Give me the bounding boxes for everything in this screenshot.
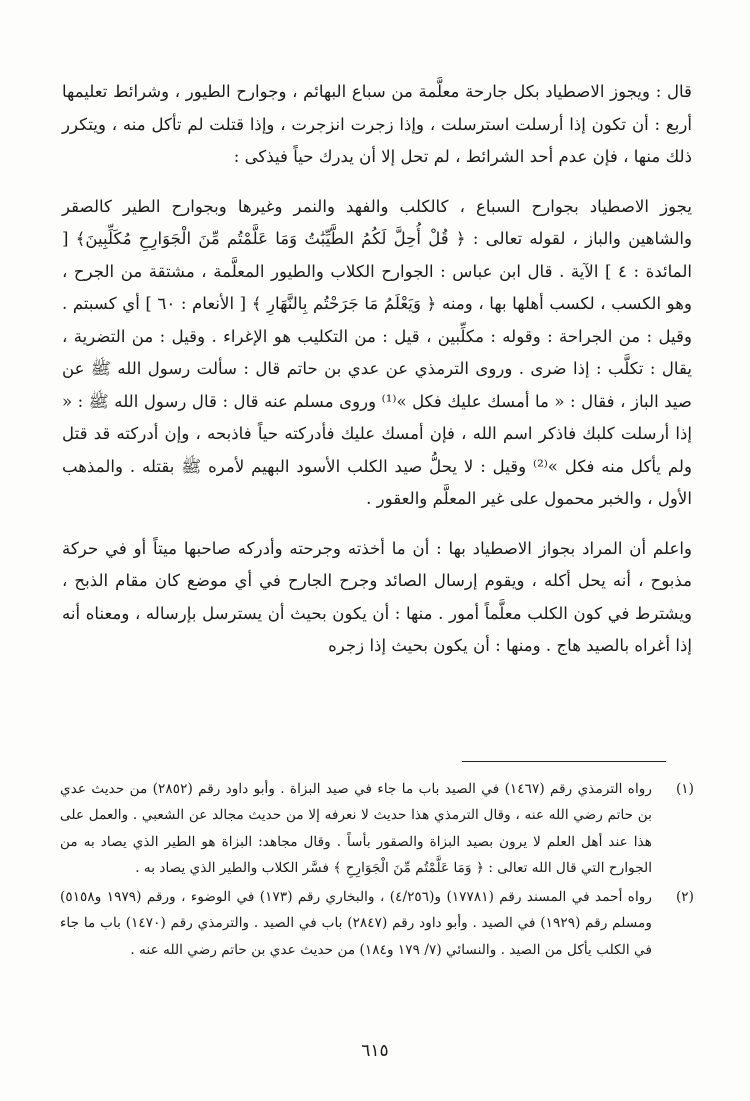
- footnote-divider: [462, 761, 666, 762]
- page-number: ٦١٥: [361, 1041, 389, 1061]
- footnote-text: رواه أحمد في المسند رقم (١٧٧٨١) و(٤/٢٥٦) ، والبخاري رقم (١٧٣) في الوضوء ، ورقم (١٩٧٩ و٥١٥٨) ومسلم رقم (١٩٢٩) في الصيد . وأبو داود رقم (٢٨٤٧) باب في الصيد . والترمذي رقم (١٤٧٠) باب ما جاء في الكلب يأكل من الصيد . والنسائي (٧/ ١٧٩ و١٨٤) من حديث عدي بن حاتم رضي الله عنه .: [60, 889, 652, 958]
- footnote-2: [60, 884, 694, 963]
- footnotes: [60, 776, 694, 963]
- main-text: [62, 76, 692, 663]
- paragraph-commentary-2: واعلم أن المراد بجواز الاصطياد بها : أن ما أخذته وجرحته وأدركه صاحبها ميتاً أو في حركة مذبوح ، أنه يحل أكله ، ويقوم إرسال الصائد وجرح الجارح في أي موضع كان مقام الذبح ، ويشترط في كون الكلب معلَّماً أمور . منها : أن يكون بحيث أن يسترسل بإرساله ، ومعناه أنه إذا أغراه بالصيد هاج . ومنها : أن يكون بحيث إذا زجره: [62, 538, 692, 655]
- paragraph-gap: [62, 174, 692, 191]
- footnote-number: (٢): [675, 889, 694, 906]
- footnote-text: رواه الترمذي رقم (١٤٦٧) في الصيد باب ما جاء في صيد البزاة . وأبو داود رقم (٢٨٥٢) من حديث عدي بن حاتم رضي الله عنه ، وقال الترمذي هذا حديث لا نعرفه إلا من حديث مجالد عن الشعبي . والعمل على هذا عند أهل العلم لا يرون بصيد البزاة والصقور بأساً . وقال مجاهد: البزاة هو الطير الذي يصاد به من الجوارح التي قال الله تعالى : ﴿ وَمَا عَلَّمْتُم مِّنَ الْجَوَارِحِ ﴾ فسَّر الكلاب والطير الذي يصاد به .: [60, 781, 652, 876]
- footnote-number: (١): [675, 781, 694, 797]
- paragraph-commentary-1: يجوز الاصطياد بجوارح السباع ، كالكلب والفهد والنمر وغيرها وبجوارح الطير كالصقر والشاهين والباز ، لقوله تعالى : ﴿ قُلْ أُحِلَّ لَكُمُ الطَّيِّبَٰتُ وَمَا عَلَّمْتُم مِّنَ الْجَوَارِحِ مُكَلِّبِينَ﴾ [ المائدة : ٤ ] الآية . قال ابن عباس : الجوارح الكلاب والطيور المعلَّمة ، مشتقة من الجرح ، وهو الكسب ، لكسب أهلها بها ، ومنه ﴿ وَيَعْلَمُ مَا جَرَحْتُم بِالنَّهَارِ ﴾ [ الأنعام : ٦٠ ] أي كسبتم . وقيل : من الجراحة : وقوله : مكلِّبين ، قيل : من التكليب هو الإغراء . وقيل : من التضرية ، يقال : تكلَّب : إذا ضرى . وروى الترمذي عن عدي بن حاتم قال : سألت رسول الله ﷺ عن صيد الباز ، فقال : « ما أمسك عليك فكل »⁽¹⁾ وروى مسلم عنه قال : قال رسول الله ﷺ : « إذا أرسلت كلبك فاذكر اسم الله ، فإن أمسك عليك فأدركته حياً فاذبحه ، وإن أدركته قد قتل ولم يأكل منه فكل »⁽²⁾ وقيل : لا يحلُّ صيد الكلب الأسود البهيم لأمره ﷺ بقتله . والمذهب الأول ، والخبر محمول على غير المعلَّم والعقور .: [62, 196, 693, 508]
- footnote-1: [60, 776, 694, 881]
- paragraph-matn: قال : ويجوز الاصطياد بكل جارحة معلَّمة من سباع البهائم ، وجوارح الطيور ، وشرائط تعليمها أربع : أن تكون إذا أرسلت استرسلت ، وإذا زجرت انزجرت ، وإذا قتلت لم تأكل منه ، ويتكرر ذلك منها ، فإن عدم أحد الشرائط ، لم تحل إلا أن يدرك حياً فيذكى :: [62, 82, 692, 166]
- paragraph-gap: [62, 516, 692, 533]
